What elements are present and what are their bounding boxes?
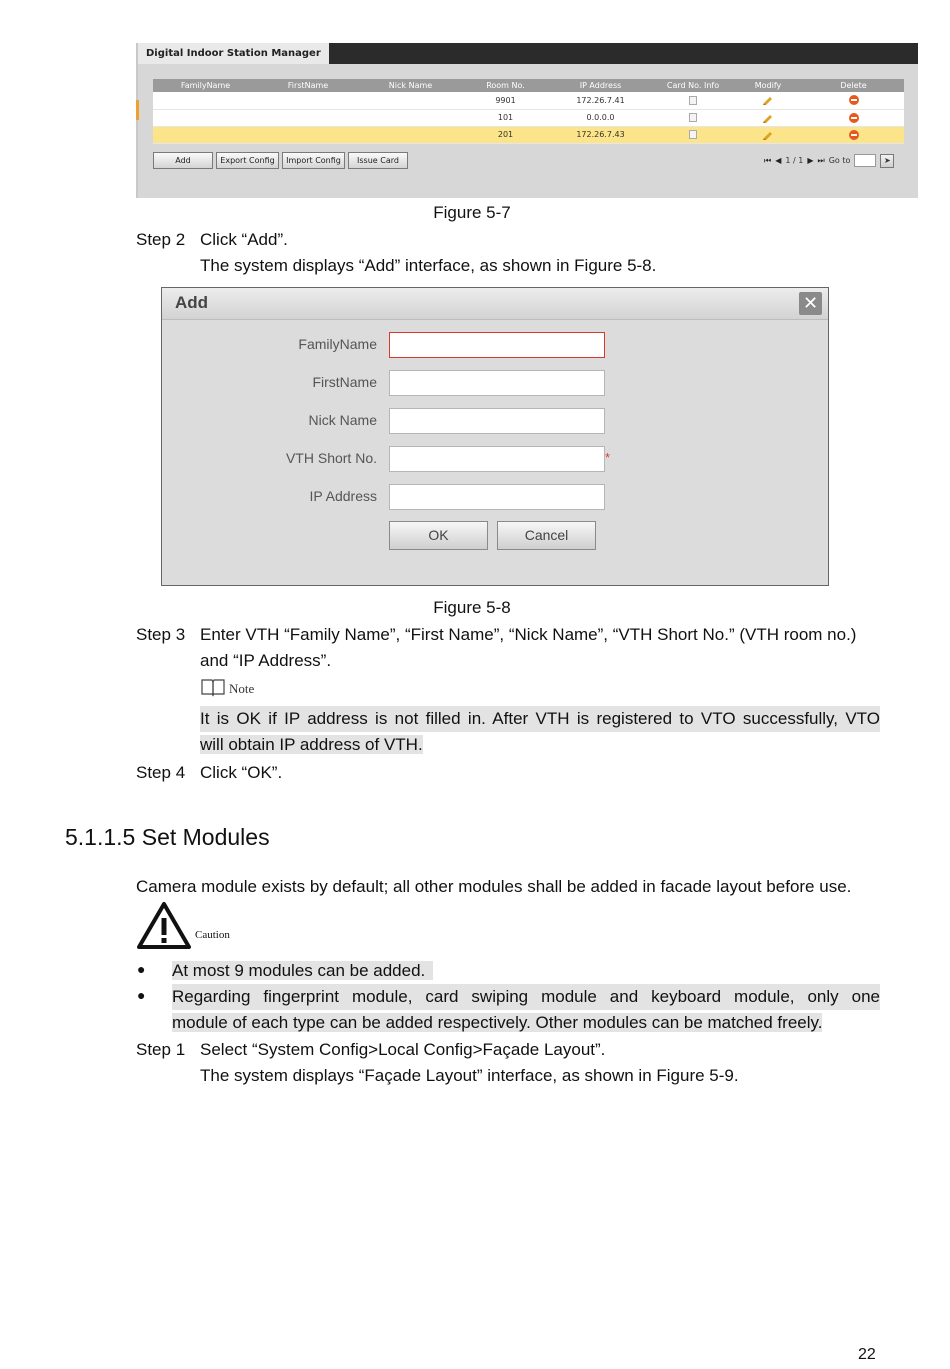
note-line1-wrap — [200, 706, 880, 732]
issue-card-button[interactable]: Issue Card — [348, 152, 408, 169]
step1-label: Step 1 — [136, 1040, 186, 1059]
next-page-icon[interactable]: ▶ — [807, 156, 814, 165]
add-dialog — [161, 287, 829, 586]
vth-short-no-input[interactable] — [389, 446, 605, 472]
ip-address-input[interactable] — [389, 484, 605, 510]
col-ip-address[interactable]: IP Address — [548, 79, 653, 92]
cell-ip: 0.0.0.0 — [548, 109, 653, 126]
bullet-marker: ● — [137, 987, 146, 1003]
row-accent — [136, 100, 139, 120]
delete-icon[interactable] — [849, 113, 859, 123]
edit-icon[interactable] — [762, 113, 774, 123]
cell-first — [258, 92, 358, 109]
close-icon[interactable]: ✕ — [799, 292, 822, 315]
required-marker: * — [605, 450, 611, 465]
col-nickname[interactable]: Nick Name — [358, 79, 463, 92]
bullet2-line1: Regarding fingerprint module, card swiping module and keyboard module, only one — [172, 984, 880, 1010]
col-delete[interactable]: Delete — [803, 79, 904, 92]
step2-label: Step 2 — [136, 230, 186, 249]
dialog-header — [162, 288, 828, 320]
table-header-row — [153, 79, 904, 92]
card-info-icon[interactable] — [689, 113, 697, 122]
cell-family — [153, 109, 258, 126]
bullet-marker: ● — [137, 961, 146, 977]
figure-5-7-screenshot — [136, 43, 918, 198]
familyname-label: FamilyName — [298, 336, 377, 352]
firstname-input[interactable] — [389, 370, 605, 396]
edit-icon[interactable] — [762, 130, 774, 140]
bullet2-line2-wrap — [172, 1010, 822, 1036]
ip-address-label: IP Address — [309, 488, 377, 504]
goto-input[interactable] — [854, 154, 876, 167]
table-row[interactable] — [153, 92, 904, 109]
nickname-input[interactable] — [389, 408, 605, 434]
delete-icon[interactable] — [849, 95, 859, 105]
table-row[interactable] — [153, 109, 904, 126]
page-indicator: 1 / 1 — [785, 156, 804, 165]
familyname-input[interactable] — [389, 332, 605, 358]
step3-text-line1: Enter VTH “Family Name”, “First Name”, “Nick Name”, “VTH Short No.” (VTH room no.) — [200, 625, 857, 644]
note-line2-wrap — [200, 732, 423, 758]
import-config-button[interactable]: Import Config — [282, 152, 345, 169]
first-page-icon[interactable]: ⏮ — [764, 155, 772, 165]
delete-icon[interactable] — [849, 130, 859, 140]
cell-room: 9901 — [463, 92, 548, 109]
card-info-icon[interactable] — [689, 130, 697, 139]
bullet2-line2: module of each type can be added respectively. Other modules can be matched freely. — [172, 1013, 823, 1032]
bullet1-text: At most 9 modules can be added. — [172, 961, 433, 980]
cell-family — [153, 126, 258, 143]
indoor-station-table — [153, 79, 904, 144]
prev-page-icon[interactable]: ◀ — [775, 156, 782, 165]
vth-short-no-label: VTH Short No. — [285, 450, 377, 466]
book-icon — [200, 677, 226, 697]
section-intro: Camera module exists by default; all other modules shall be added in facade layout before use. — [136, 877, 852, 896]
edit-icon[interactable] — [762, 95, 774, 105]
ok-button[interactable]: OK — [389, 521, 488, 550]
window-title: Digital Indoor Station Manager — [138, 43, 329, 64]
page-number: 22 — [858, 1346, 876, 1363]
col-familyname[interactable]: FamilyName — [153, 79, 258, 92]
nickname-label: Nick Name — [308, 412, 377, 428]
firstname-label: FirstName — [312, 374, 377, 390]
cell-ip: 172.26.7.41 — [548, 92, 653, 109]
cell-ip: 172.26.7.43 — [548, 126, 653, 143]
col-room-no[interactable]: Room No. — [463, 79, 548, 92]
cell-room: 101 — [463, 109, 548, 126]
step3-text-line2: and “IP Address”. — [200, 651, 332, 670]
col-firstname[interactable]: FirstName — [258, 79, 358, 92]
step2-text: Click “Add”. — [200, 230, 288, 249]
note-line2: will obtain IP address of VTH. — [200, 735, 423, 754]
note-line1: It is OK if IP address is not filled in. After VTH is registered to VTO successfully, VTO — [200, 706, 880, 732]
col-modify[interactable]: Modify — [733, 79, 803, 92]
cell-nick — [358, 92, 463, 109]
export-config-button[interactable]: Export Config — [216, 152, 279, 169]
caution-label: Caution — [195, 929, 230, 941]
table-row-selected[interactable] — [153, 126, 904, 143]
go-arrow-icon[interactable]: ➤ — [880, 154, 894, 168]
cell-nick — [358, 126, 463, 143]
cell-nick — [358, 109, 463, 126]
cancel-button[interactable]: Cancel — [497, 521, 596, 550]
step4-label: Step 4 — [136, 763, 186, 782]
step3-label: Step 3 — [136, 625, 186, 644]
card-info-icon[interactable] — [689, 96, 697, 105]
cell-first — [258, 126, 358, 143]
pagination — [764, 152, 894, 169]
note-label: Note — [229, 681, 255, 696]
cell-family — [153, 92, 258, 109]
last-page-icon[interactable]: ⏭ — [817, 155, 825, 165]
bullet1-wrap — [172, 958, 433, 984]
step4-text: Click “OK”. — [200, 763, 283, 782]
step2-subtext: The system displays “Add” interface, as shown in Figure 5-8. — [200, 256, 657, 275]
section-heading: 5.1.1.5 Set Modules — [65, 824, 270, 850]
cell-first — [258, 109, 358, 126]
dialog-title: Add — [175, 293, 209, 312]
figure-5-7-caption: Figure 5-7 — [433, 203, 511, 222]
col-card-no-info[interactable]: Card No. Info — [653, 79, 733, 92]
step1-text: Select “System Config>Local Config>Façade Layout”. — [200, 1040, 606, 1059]
add-button[interactable]: Add — [153, 152, 213, 169]
bullet2-line1-wrap — [172, 984, 880, 1010]
goto-label: Go to — [828, 156, 851, 165]
cell-room: 201 — [463, 126, 548, 143]
caution-icon — [136, 901, 192, 950]
figure-5-8-caption: Figure 5-8 — [433, 598, 511, 617]
step1-subtext: The system displays “Façade Layout” interface, as shown in Figure 5-9. — [200, 1066, 739, 1085]
